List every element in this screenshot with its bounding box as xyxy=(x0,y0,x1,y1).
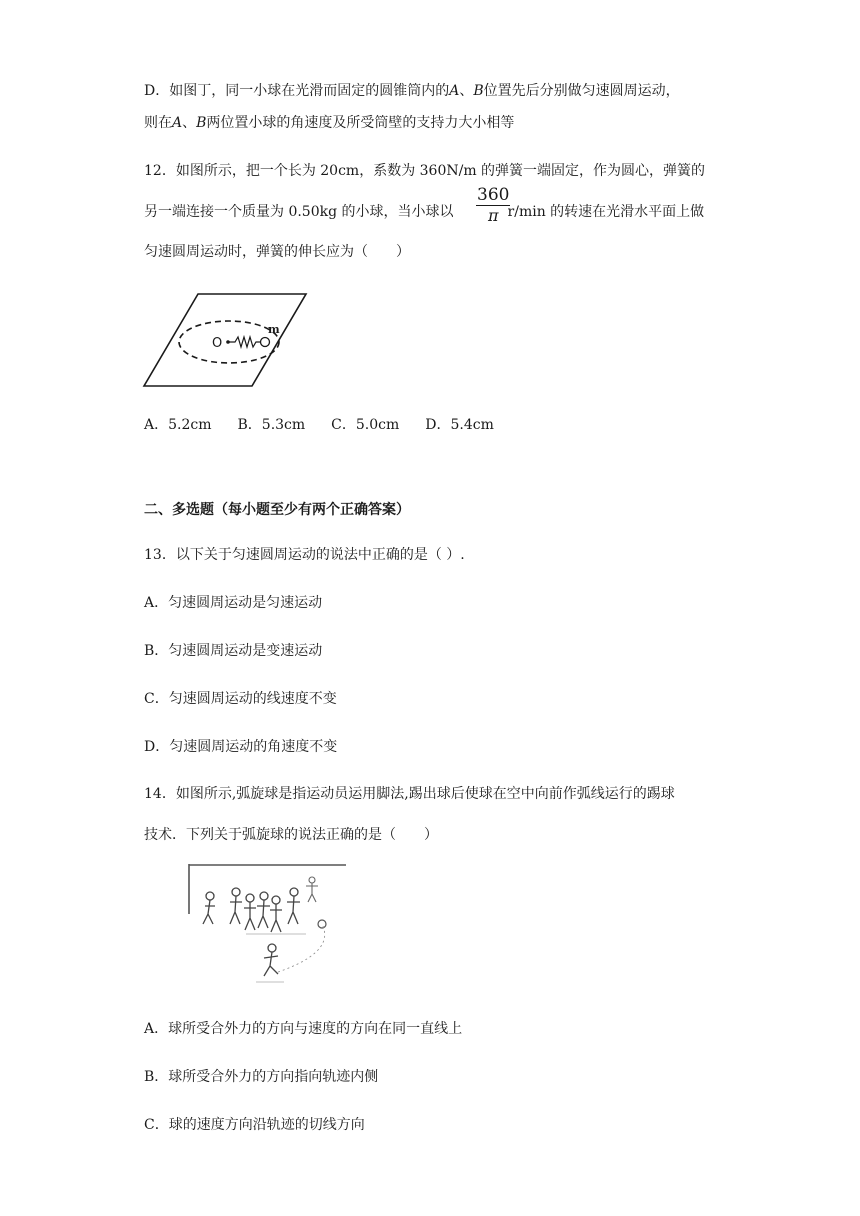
q12-option-c[interactable]: C．5.0cm xyxy=(331,417,400,433)
label-o: O xyxy=(212,336,223,351)
q14-option-a[interactable]: A．球所受合外力的方向与速度的方向在同一直线上 xyxy=(144,1021,463,1037)
label-m: m xyxy=(268,323,280,336)
q12-option-a[interactable]: A．5.2cm xyxy=(144,417,212,433)
q11-option-d-line1 xyxy=(144,80,680,100)
q12-options xyxy=(144,414,520,434)
position-b: B xyxy=(473,83,484,99)
q14-stem-line2: 技术．下列关于弧旋球的说法正确的是（ ） xyxy=(144,827,438,843)
separator: 、 xyxy=(459,83,474,99)
goalkeeper xyxy=(306,877,318,902)
position-a: A xyxy=(172,115,183,131)
ball-trajectory xyxy=(278,924,325,972)
q12-text: r/min 的转速在光滑水平面上做 xyxy=(507,204,705,220)
q13-option-c[interactable]: C．匀速圆周运动的线速度不变 xyxy=(144,691,337,707)
q11-d-text: 两位置小球的角速度及所受筒壁的支持力大小相等 xyxy=(206,115,515,131)
q11-option-d-line2 xyxy=(144,112,514,132)
football-free-kick-figure xyxy=(186,862,352,990)
position-b: B xyxy=(196,115,207,131)
ground-marks xyxy=(246,934,306,982)
separator: 、 xyxy=(182,115,197,131)
q14-option-b[interactable]: B．球所受合外力的方向指向轨迹内侧 xyxy=(144,1069,379,1085)
ball-icon xyxy=(318,920,326,928)
q11-d-text: 则在 xyxy=(144,115,172,131)
position-a: A xyxy=(449,83,460,99)
horizontal-plane xyxy=(144,294,306,386)
q13-option-b[interactable]: B．匀速圆周运动是变速运动 xyxy=(144,643,323,659)
q14-option-c[interactable]: C．球的速度方向沿轨迹的切线方向 xyxy=(144,1117,365,1133)
q12-stem-line1: 12．如图所示，把一个长为 20cm，系数为 360N/m 的弹簧一端固定，作为圆心，弹簧的 xyxy=(144,163,706,179)
fraction-numerator: 360 xyxy=(477,185,510,205)
spring-plane-figure xyxy=(140,290,310,390)
fraction-denominator: π xyxy=(487,206,499,225)
q12-stem-line2 xyxy=(144,201,704,221)
q14-stem-line1: 14．如图所示,弧旋球是指运动员运用脚法,踢出球后使球在空中向前作弧线运行的踢球 xyxy=(144,786,675,802)
q12-text: 另一端连接一个质量为 0.50kg 的小球，当小球以 xyxy=(144,204,454,220)
q13-option-d[interactable]: D．匀速圆周运动的角速度不变 xyxy=(144,739,338,755)
kicker xyxy=(264,944,278,976)
q12-option-b[interactable]: B．5.3cm xyxy=(237,417,306,433)
spring-coil xyxy=(229,337,261,347)
q12-option-d[interactable]: D．5.4cm xyxy=(425,417,494,433)
q13-option-a[interactable]: A．匀速圆周运动是匀速运动 xyxy=(144,595,323,611)
q12-stem-line3: 匀速圆周运动时，弹簧的伸长应为（ ） xyxy=(144,244,410,260)
ball-mass xyxy=(261,338,270,347)
player-wall xyxy=(203,888,300,932)
section-heading: 二、多选题（每小题至少有两个正确答案） xyxy=(144,502,410,518)
q11-d-text: D．如图丁，同一小球在光滑而固定的圆锥筒内的 xyxy=(144,83,450,99)
rotation-speed-fraction xyxy=(476,185,510,226)
q13-stem: 13．以下关于匀速圆周运动的说法中正确的是（ ）. xyxy=(144,547,465,563)
q11-d-text: 位置先后分别做匀速圆周运动， xyxy=(483,83,680,99)
